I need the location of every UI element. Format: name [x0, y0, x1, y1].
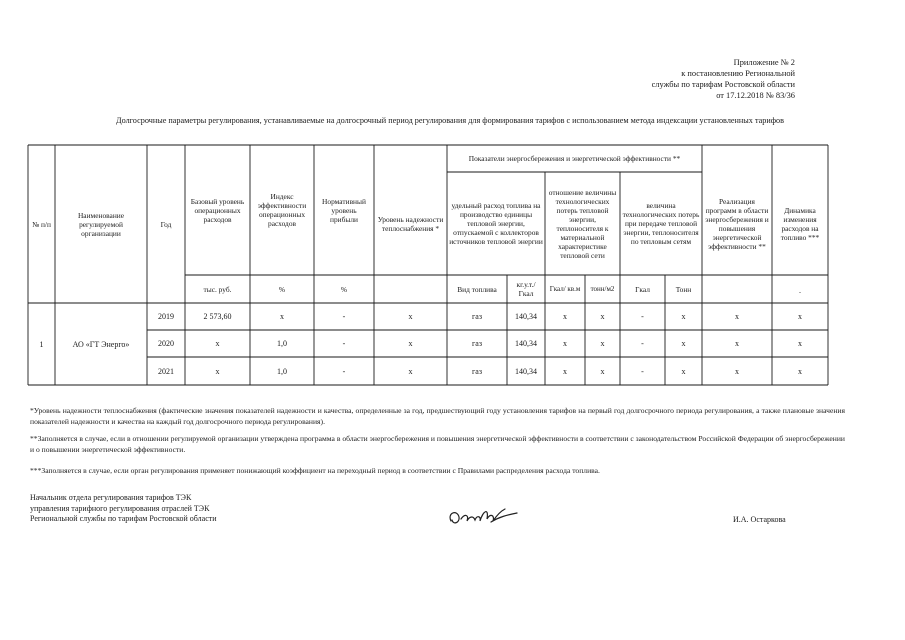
- table-row-base: x: [215, 366, 220, 376]
- unit-loss-a: Гкал: [635, 284, 650, 294]
- table-row-year: 2021: [158, 366, 174, 376]
- signatory-title: [30, 493, 217, 525]
- unit-loss-ratio-b: тонн/м2: [590, 284, 615, 293]
- unit-fuel-rate: кг.у.т./ Гкал: [516, 280, 536, 298]
- header-num: № п/п: [32, 219, 51, 229]
- table-row-loss-b: x: [681, 312, 686, 321]
- table-row-dynamics: x: [798, 312, 802, 321]
- table-row-reliability: x: [408, 366, 413, 376]
- header-profit: Нормативный уровень прибыли: [322, 196, 366, 224]
- table-row-reliability: x: [408, 339, 413, 348]
- appendix-header: [605, 57, 795, 101]
- table-row-dynamics: x: [798, 366, 802, 376]
- table-row-dynamics: x: [798, 339, 802, 348]
- appendix-line1: Приложение № 2: [733, 58, 795, 67]
- header-org: Наименование регулируемой организации: [77, 210, 125, 238]
- table-row-fuel-type: газ: [472, 312, 482, 321]
- unit-profit: %: [340, 284, 348, 294]
- org-name: АО «ГТ Энерго»: [72, 339, 130, 349]
- signatory-line3: Региональной службы по тарифам Ростовской области: [30, 514, 217, 523]
- unit-dynamics-dash: -: [799, 289, 801, 296]
- table-row-base: 2 573,60: [203, 312, 232, 321]
- unit-reliability: [374, 275, 447, 303]
- appendix-line3: службы по тарифам Ростовской области: [651, 80, 795, 89]
- header-loss-ratio: отношение величины технологических потерь тепловой энергии, теплоносителя к материальной характеристике тепловой сети: [548, 187, 617, 260]
- footnote-3: ***Заполняется в случае, если орган регулирования применяет понижающий коэффициент на переходный период в соответствии с Правилами распределения расхода топлива.: [30, 466, 600, 475]
- appendix-line4: от 17.12.2018 № 83/36: [716, 91, 795, 100]
- table-row-year: 2019: [158, 312, 174, 321]
- signatory-line2: управления тарифного регулирования отраслей ТЭК: [30, 503, 210, 513]
- header-index: Индекс эффективности операционных расходов: [257, 192, 307, 228]
- table-row-fuel-rate: 140,34: [515, 312, 537, 321]
- table-row-loss-ratio-a: x: [563, 339, 567, 348]
- table-row-profit: -: [342, 312, 346, 321]
- table-row-loss-a: -: [641, 366, 644, 376]
- table-row-loss-ratio-b: x: [600, 312, 605, 321]
- table-row-index: 1,0: [277, 366, 287, 376]
- unit-base: тыс. руб.: [203, 284, 232, 294]
- footnote-2: **Заполняется в случае, если в отношении регулируемой организации утверждена программа в области энергосбережения и повышения энергетической эффективности в соответствии с законодательством Российской Федерации об энергосбережении и о повышении энергетической эффективности.: [30, 434, 845, 454]
- header-energy-group: Показатели энергосбережения и энергетической эффективности **: [468, 154, 681, 163]
- header-program: Реализация программ в области энергосбережения и повышения энергетической эффективности **: [705, 197, 769, 251]
- table-row-year: 2020: [158, 339, 174, 348]
- table-row-program: x: [735, 312, 739, 321]
- table-row-fuel-type: газ: [472, 366, 482, 376]
- table-row-loss-ratio-a: x: [563, 366, 567, 376]
- table-row-fuel-rate: 140,34: [515, 366, 537, 376]
- unit-loss-ratio-a: Гкал/ кв.м: [549, 284, 581, 293]
- table-row-fuel-rate: 140,34: [515, 339, 537, 348]
- signatory-name: И.А. Остаркова: [733, 515, 786, 524]
- table-row-fuel-type: газ: [472, 339, 482, 348]
- table-row-program: x: [735, 366, 739, 376]
- unit-index: %: [278, 284, 286, 294]
- table-row-base: x: [215, 339, 220, 348]
- table-row-loss-b: x: [681, 339, 686, 348]
- table-row-loss-ratio-b: x: [600, 366, 605, 376]
- handwritten-signature: [445, 503, 525, 533]
- table-row-loss-a: -: [641, 339, 644, 348]
- table-row-loss-a: -: [641, 312, 644, 321]
- unit-loss-b: Тонн: [675, 284, 692, 294]
- header-base: Базовый уровень операционных расходов: [190, 196, 245, 224]
- table-row-reliability: x: [408, 312, 413, 321]
- signatory-line1: Начальник отдела регулирования тарифов ТЭК: [30, 493, 192, 502]
- unit-fuel-type: Вид топлива: [457, 284, 497, 294]
- org-number: 1: [39, 339, 44, 349]
- header-year: Год: [160, 219, 172, 229]
- table-row-loss-ratio-a: x: [563, 312, 567, 321]
- table-row-loss-ratio-b: x: [600, 339, 605, 348]
- header-dynamics: Динамика изменения расходов на топливо ***: [780, 206, 820, 242]
- table-row-program: x: [735, 339, 739, 348]
- table-row-index: 1,0: [277, 339, 287, 348]
- header-reliability: Уровень надежности теплоснабжения *: [377, 215, 444, 233]
- table-row-index: x: [280, 312, 284, 321]
- appendix-line2: к постановлению Региональной: [681, 69, 795, 78]
- table-row-loss-b: x: [681, 366, 686, 376]
- header-loss: величина технологических потерь при передаче тепловой энергии, теплоносителя по тепловым сетям: [622, 201, 700, 246]
- table-row-profit: -: [342, 366, 346, 376]
- footnote-1: *Уровень надежности теплоснабжения (фактические значения показателей надежности и качества, определенные за год, предшествующий году установления тарифов на первый год долгосрочного периода регулирования, а также плановые значения показателей надежности и качества на каждый год долгосрочного периода регулирования).: [30, 406, 845, 426]
- header-fuel: удельный расход топлива на производство единицы тепловой энергии, отпускаемой с коллекторов источников тепловой энергии: [449, 201, 543, 246]
- document-title: Долгосрочные параметры регулирования, устанавливаемые на долгосрочный период регулирования для формирования тарифов с использованием метода индексации установленных тарифов: [116, 116, 784, 125]
- table-row-profit: -: [342, 339, 346, 348]
